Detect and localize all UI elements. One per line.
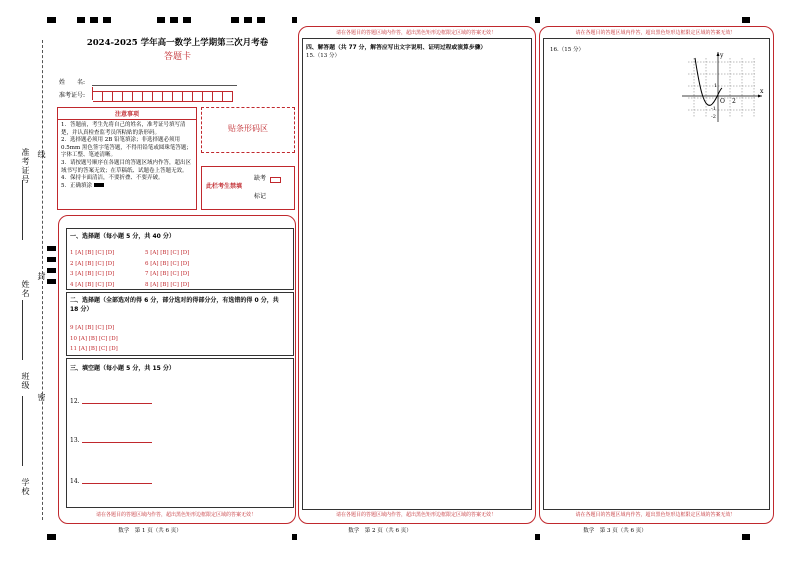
choice-row[interactable]: 8 [A] [B] [C] [D] [145, 281, 190, 288]
choice-row[interactable]: 10 [A] [B] [C] [D] [70, 335, 118, 342]
y-tick-label: -2 [711, 114, 716, 120]
section-2-title: 二、选择题（全部选对的得 6 分，部分选对的得部分分，有选错的得 0 分，共 18 分） [70, 297, 279, 313]
choice-row[interactable]: 1 [A] [B] [C] [D] [70, 250, 115, 256]
absent-mark-label: 标记 [254, 193, 267, 200]
choice-group-right[interactable] [145, 248, 189, 290]
timing-mark [292, 534, 297, 540]
exam-id-label: 准考证号: [59, 92, 86, 99]
warning-text: 请在各题目的答题区域内作答，超出黑色矩形边框限定区域的答案无效！ [575, 512, 736, 518]
choice-row[interactable]: 3 [A] [B] [C] [D] [70, 271, 115, 277]
timing-mark [103, 17, 111, 23]
blank-number: 14. [70, 478, 80, 485]
section-1-title: 一、选择题（每小题 5 分，共 40 分） [70, 233, 175, 240]
timing-mark [535, 534, 540, 540]
timing-mark [47, 268, 56, 273]
warning-text: 请在各题目的答题区域内作答，超出黑色矩形边框限定区域的答案无效！ [95, 512, 256, 518]
timing-mark [742, 534, 750, 540]
side-label-line: 线 [37, 150, 46, 159]
name-label: 姓 名: [59, 79, 86, 86]
question-16-label: 16.（15 分） [550, 47, 584, 53]
notice-item: 1．答题前，考生先将自己的姓名，准考证号填写清楚，并认真检查监考员所粘贴的条形码。 [61, 122, 186, 136]
side-write-line[interactable] [22, 180, 23, 240]
timing-mark [47, 246, 56, 251]
fill-blank-12[interactable] [82, 403, 152, 404]
side-write-line[interactable] [22, 300, 23, 360]
y-axis-label: y [720, 52, 724, 59]
page-footer: 数学 第 1 页（共 6 页） [118, 528, 182, 534]
timing-mark [231, 17, 239, 23]
page-footer: 数学 第 2 页（共 6 页） [348, 528, 412, 534]
filled-sample [94, 183, 104, 187]
timing-mark [742, 17, 750, 23]
name-field[interactable] [92, 85, 237, 86]
timing-mark [170, 17, 178, 23]
section-3-title: 三、填空题（每小题 5 分，共 15 分） [70, 365, 175, 372]
timing-mark [90, 17, 98, 23]
warning-text: 请在各题目的答题区域内作答，超出黑色矩形边框限定区域的答案无效！ [575, 30, 736, 36]
choice-row[interactable]: 2 [A] [B] [C] [D] [70, 260, 115, 267]
page-subtitle: 答题卡 [163, 52, 191, 62]
choice-group-left[interactable] [70, 248, 114, 290]
side-label-seal: 封 [37, 272, 46, 281]
timing-mark [77, 17, 85, 23]
absent-checkbox[interactable] [270, 177, 281, 183]
notice-title: 注意事项 [58, 108, 196, 120]
fill-blank-14[interactable] [82, 483, 152, 484]
barcode-area: 贴条形码区 [201, 107, 295, 153]
notice-item: 5．正确填涂 [61, 182, 92, 189]
notice-item: 4．保持卡面清洁，不要折叠、不要弄破。 [61, 175, 164, 182]
side-label-exam-id: 准考证号 [21, 148, 30, 184]
answer-area-15[interactable] [302, 38, 532, 510]
side-label-name: 姓名 [21, 280, 30, 298]
notice-box [57, 107, 197, 210]
timing-mark [47, 534, 56, 540]
choice-row[interactable]: 11 [A] [B] [C] [D] [70, 346, 118, 352]
warning-text: 请在各题目的答题区域内作答，超出黑色矩形边框限定区域的答案无效！ [335, 512, 496, 518]
choice-row[interactable]: 7 [A] [B] [C] [D] [145, 271, 190, 277]
timing-mark [183, 17, 191, 23]
page-title: 2024-2025 学年高一数学上学期第三次月考卷 [86, 38, 269, 48]
side-write-line[interactable] [22, 396, 23, 466]
timing-mark [292, 17, 297, 23]
timing-mark [157, 17, 165, 23]
x-axis-label: x [760, 88, 764, 95]
timing-mark [47, 257, 56, 262]
question-15-label: 15.（13 分） [306, 53, 340, 59]
warning-text: 请在各题目的答题区域内作答，超出黑色矩形边框限定区域的答案无效！ [335, 30, 496, 36]
section-3-box [66, 358, 294, 508]
timing-mark [244, 17, 252, 23]
choice-row[interactable]: 6 [A] [B] [C] [D] [145, 260, 190, 267]
side-label-school: 学校 [21, 478, 30, 496]
choice-row[interactable]: 9 [A] [B] [C] [D] [70, 325, 115, 331]
y-tick-label: -1 [711, 106, 716, 112]
notice-item: 2．选择题必须用 2B 铅笔填涂；非选择题必须用 0.5mm 黑色签字笔答题，不得用铅笔或圆珠笔答题；字体工整、笔迹清晰。 [61, 137, 192, 159]
absent-box [201, 166, 295, 210]
exam-id-cells[interactable] [92, 87, 233, 100]
side-label-class: 班级 [21, 372, 30, 390]
x-tick-label: 2 [732, 98, 736, 105]
origin-label: O [720, 98, 725, 105]
blank-number: 12. [70, 398, 80, 405]
y-tick-label: 1 [714, 83, 718, 89]
fill-blank-13[interactable] [82, 442, 152, 443]
blank-number: 13. [70, 437, 80, 444]
timing-mark [535, 17, 540, 23]
page-footer: 数学 第 3 页（共 6 页） [583, 528, 647, 534]
absent-title: 此栏考生禁填 [206, 183, 243, 190]
timing-mark [47, 279, 56, 284]
choice-group-2[interactable] [70, 323, 118, 355]
choice-row[interactable]: 5 [A] [B] [C] [D] [145, 250, 190, 256]
timing-mark [47, 17, 56, 23]
side-label-secret: 密 [37, 393, 46, 402]
absent-label: 缺考 [254, 175, 267, 182]
section-4-title: 四、解答题（共 77 分，解答应写出文字说明、证明过程或演算步骤） [306, 45, 487, 51]
timing-mark [257, 17, 265, 23]
function-graph [680, 50, 765, 125]
choice-row[interactable]: 4 [A] [B] [C] [D] [70, 281, 115, 288]
notice-item: 3．请按题号顺序在各题目的答题区域内作答，超出区域书写的答案无效；在草稿纸、试题卷上答题无效。 [61, 159, 192, 174]
